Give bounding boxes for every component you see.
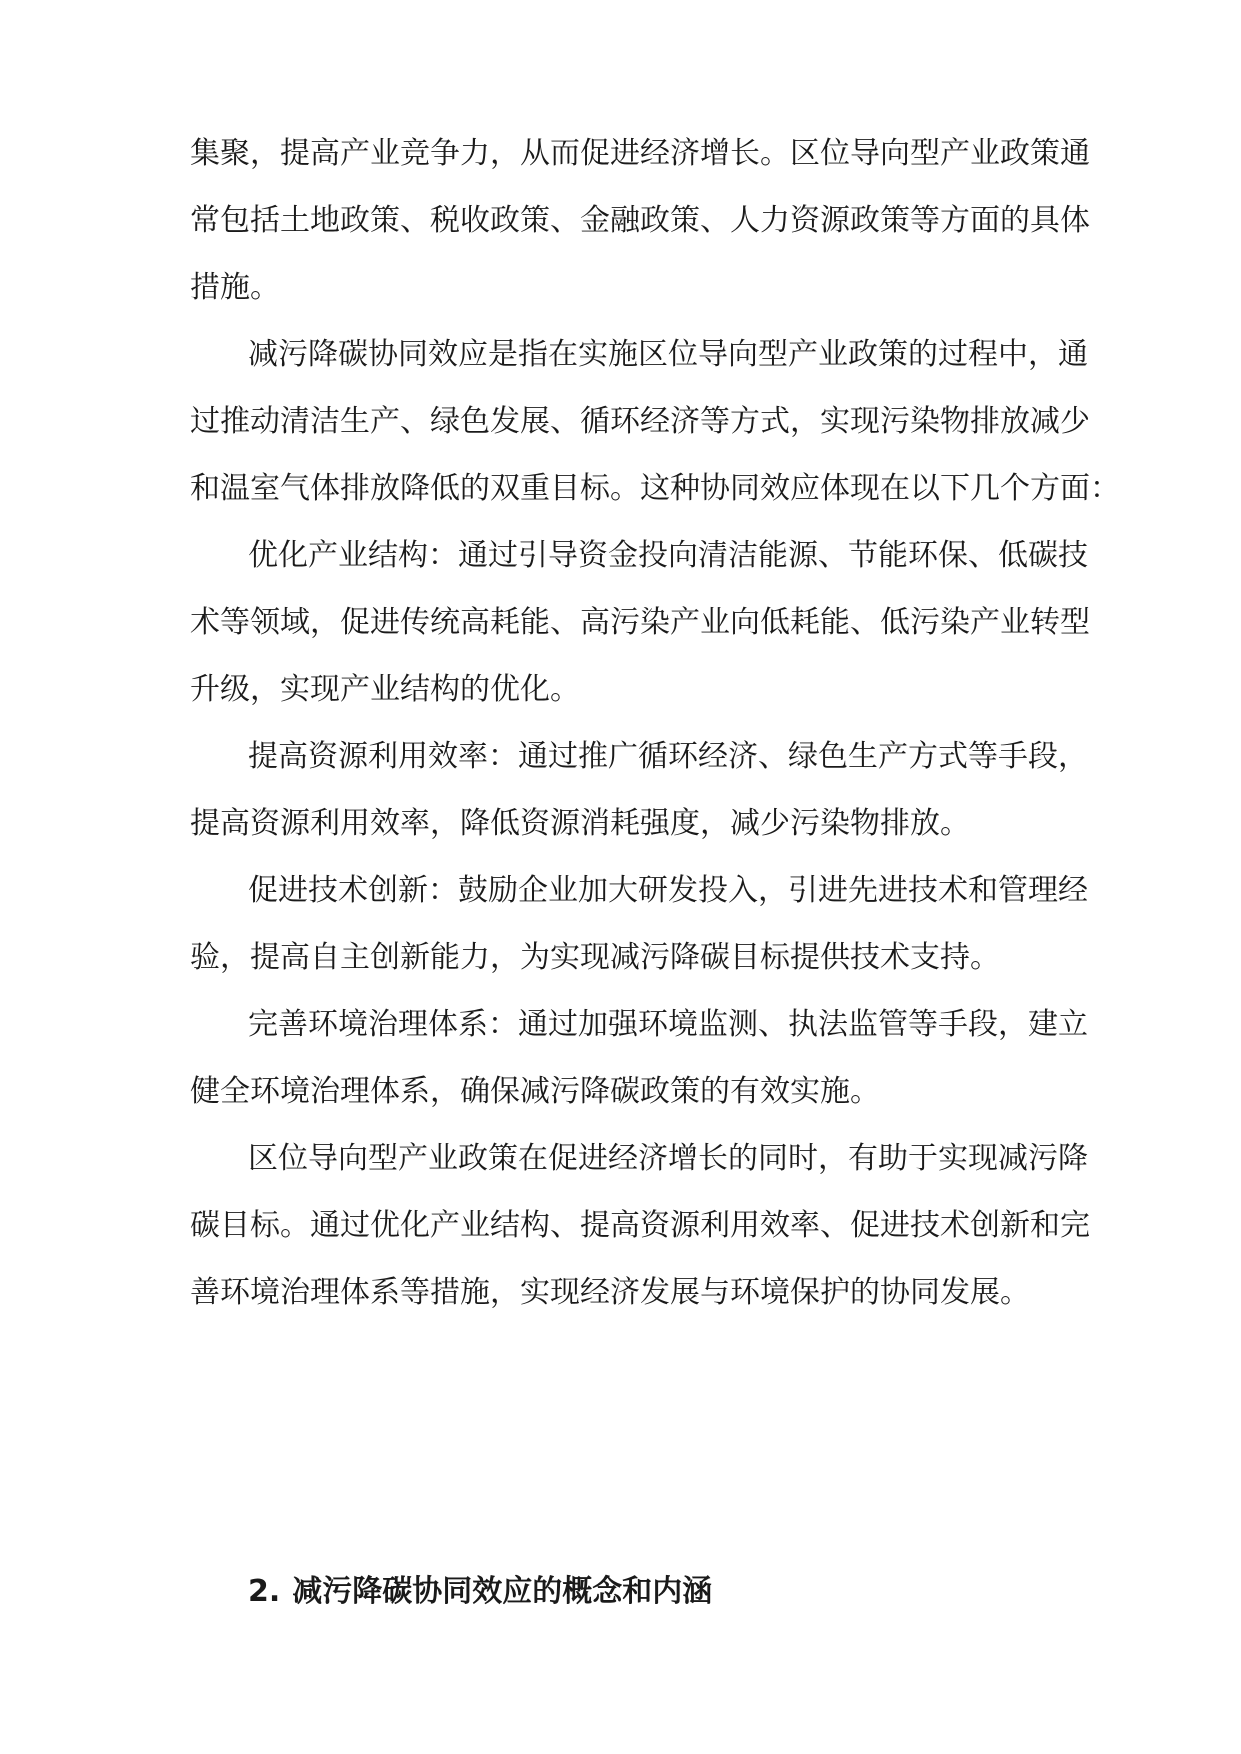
paragraph-line: 措施。 <box>190 270 280 305</box>
paragraph-line: 集聚，提高产业竞争力，从而促进经济增长。区位导向型产业政策通 <box>190 136 1090 171</box>
paragraph-line: 提高资源利用效率，降低资源消耗强度，减少污染物排放。 <box>190 806 970 841</box>
paragraph-line: 验，提高自主创新能力，为实现减污降碳目标提供技术支持。 <box>190 940 1000 975</box>
paragraph-line: 优化产业结构：通过引导资金投向清洁能源、节能环保、低碳技 <box>248 538 1088 573</box>
paragraph-line: 升级，实现产业结构的优化。 <box>190 672 580 707</box>
paragraph-line: 常包括土地政策、税收政策、金融政策、人力资源政策等方面的具体 <box>190 203 1090 238</box>
paragraph-line: 区位导向型产业政策在促进经济增长的同时，有助于实现减污降 <box>248 1141 1088 1176</box>
paragraph-line: 健全环境治理体系，确保减污降碳政策的有效实施。 <box>190 1074 880 1109</box>
paragraph-line: 减污降碳协同效应是指在实施区位导向型产业政策的过程中，通 <box>248 337 1088 372</box>
paragraph-line: 术等领域，促进传统高耗能、高污染产业向低耗能、低污染产业转型 <box>190 605 1090 640</box>
paragraph-line: 提高资源利用效率：通过推广循环经济、绿色生产方式等手段， <box>248 739 1088 774</box>
paragraph-line: 和温室气体排放降低的双重目标。这种协同效应体现在以下几个方面： <box>190 471 1120 506</box>
paragraph-line: 碳目标。通过优化产业结构、提高资源利用效率、促进技术创新和完 <box>190 1208 1090 1243</box>
paragraph-line: 过推动清洁生产、绿色发展、循环经济等方式，实现污染物排放减少 <box>190 404 1090 439</box>
section-title: 减污降碳协同效应的概念和内涵 <box>292 1574 713 1609</box>
section-heading <box>248 1572 712 1612</box>
paragraph-line: 完善环境治理体系：通过加强环境监测、执法监管等手段，建立 <box>248 1007 1088 1042</box>
paragraph-line: 善环境治理体系等措施，实现经济发展与环境保护的协同发展。 <box>190 1275 1030 1310</box>
paragraph-line: 促进技术创新：鼓励企业加大研发投入，引进先进技术和管理经 <box>248 873 1088 908</box>
section-number: 2. <box>248 1574 281 1609</box>
